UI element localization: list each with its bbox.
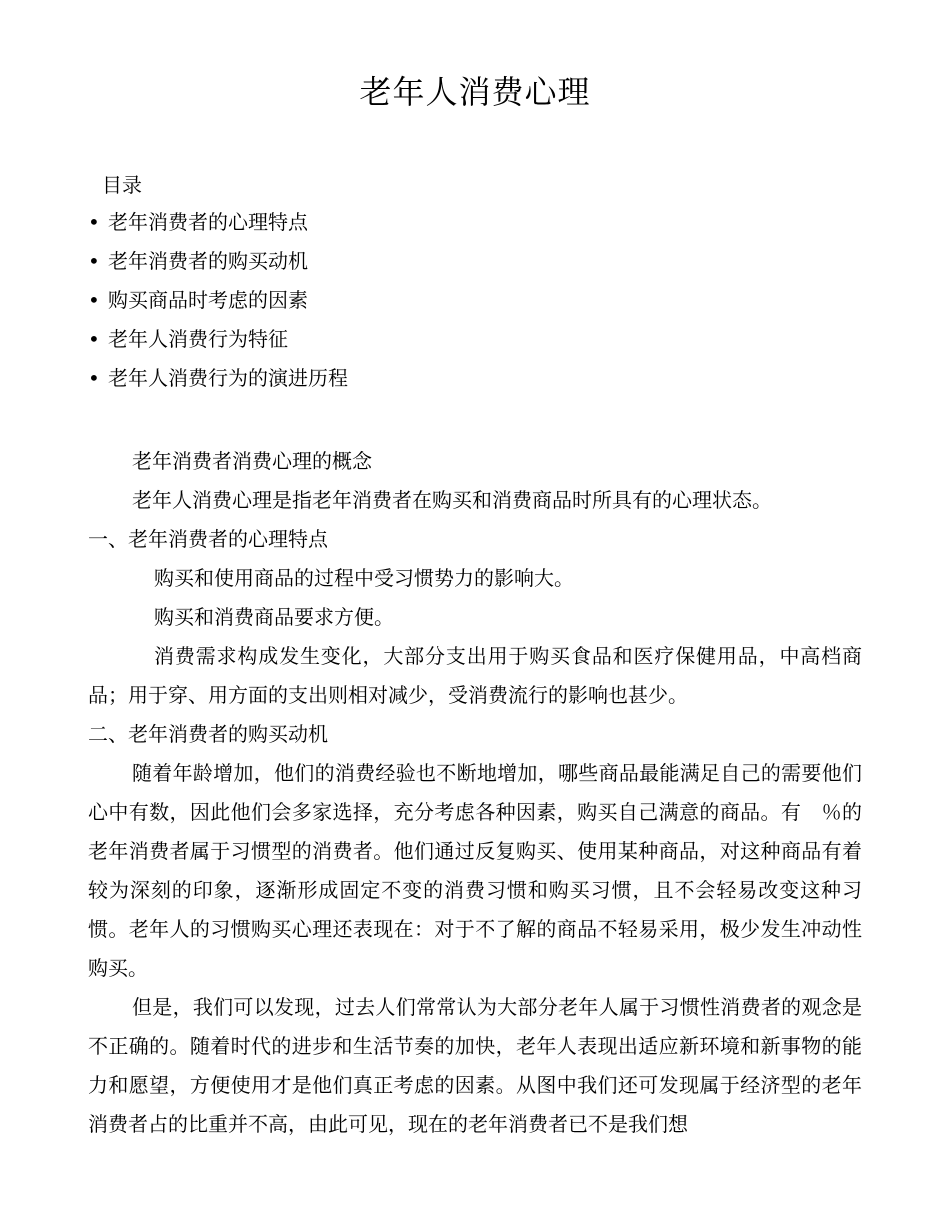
toc-item xyxy=(88,365,348,404)
concept-paragraph: 老年人消费心理是指老年消费者在购买和消费商品时所具有的心理状态。 xyxy=(132,488,772,512)
toc-item xyxy=(88,326,348,365)
bullet-icon: • xyxy=(88,366,100,390)
toc-item xyxy=(88,209,348,248)
toc-item-label: 老年消费者的心理特点 xyxy=(108,210,308,234)
toc-item-label: 购买商品时考虑的因素 xyxy=(108,288,308,312)
toc-item-label: 老年消费者的购买动机 xyxy=(108,249,308,273)
bullet-icon: • xyxy=(88,288,100,312)
section-heading-1: 一、老年消费者的心理特点 xyxy=(88,527,328,551)
section1-point: 消费需求构成发生变化，大部分支出用于购买食品和医疗保健用品，中高档商品；用于穿、用方面的支出则相对减少，受消费流行的影响也甚少。 xyxy=(88,644,862,707)
bullet-icon: • xyxy=(88,210,100,234)
section1-point: 购买和消费商品要求方便。 xyxy=(154,605,394,629)
bullet-icon: • xyxy=(88,327,100,351)
document-title: 老年人消费心理 xyxy=(359,73,591,111)
document-body xyxy=(88,442,862,1144)
toc-heading: 目录 xyxy=(102,173,142,197)
toc-item-label: 老年人消费行为的演进历程 xyxy=(108,366,348,390)
concept-heading: 老年消费者消费心理的概念 xyxy=(132,449,372,473)
toc-item xyxy=(88,287,348,326)
bullet-icon: • xyxy=(88,249,100,273)
toc-item-label: 老年人消费行为特征 xyxy=(108,327,288,351)
section1-point: 购买和使用商品的过程中受习惯势力的影响大。 xyxy=(154,566,574,590)
section2-paragraph: 但是，我们可以发现，过去人们常常认为大部分老年人属于习惯性消费者的观念是不正确的。随着时代的进步和生活节奏的加快，老年人表现出适应新环境和新事物的能力和愿望，方便使用才是他们真正考虑的因素。从图中我们还可发现属于经济型的老年消费者占的比重并不高，由此可见，现在的老年消费者已不是我们想 xyxy=(88,995,862,1136)
toc-item xyxy=(88,248,348,287)
section2-paragraph: 随着年龄增加，他们的消费经验也不断地增加，哪些商品最能满足自己的需要他们心中有数，因此他们会多家选择，充分考虑各种因素，购买自己满意的商品。有 ％的老年消费者属于习惯型的消费者。他们通过反复购买、使用某种商品，对这种商品有着较为深刻的印象，逐渐形成固定不变的消费习惯和购买习惯，且不会轻易改变这种习惯。老年人的习惯购买心理还表现在：对于不了解的商品不轻易采用，极少发生冲动性购买。 xyxy=(88,761,862,980)
section-heading-2: 二、老年消费者的购买动机 xyxy=(88,722,328,746)
table-of-contents xyxy=(88,209,348,404)
